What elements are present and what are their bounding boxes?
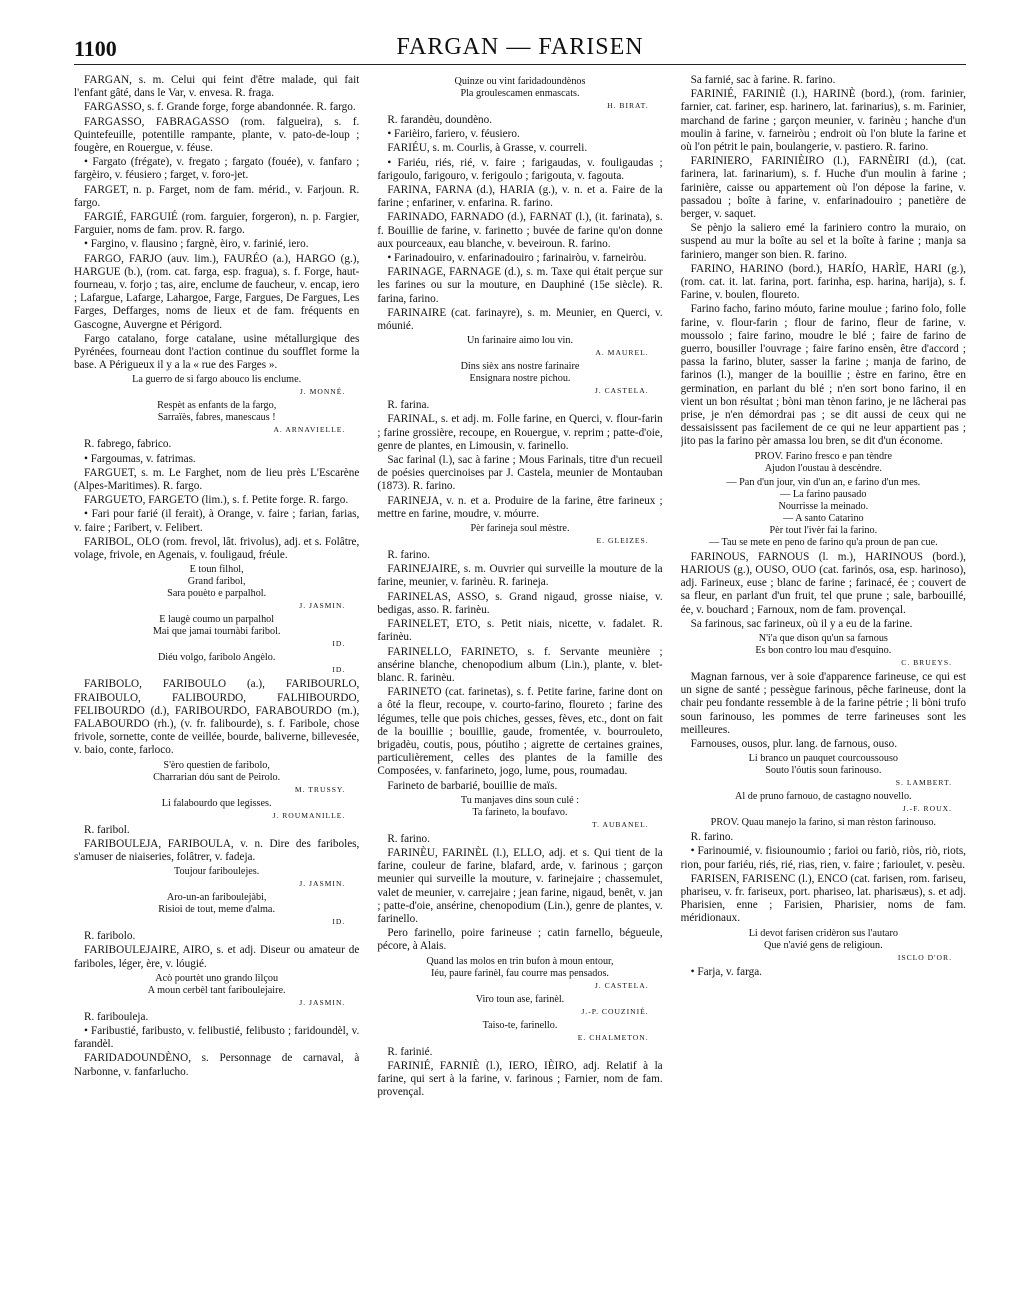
dictionary-entry: R. farinié. bbox=[387, 1045, 433, 1058]
quotation-author: S. LAMBERT. bbox=[895, 778, 952, 788]
dictionary-entry: Se pènjo la saliero emé la fariniero contro la muraio, on suspend au mur la boîte au sel et la boîte à farine ; manja sa fariniero, manger son bien. R. farino. bbox=[680, 222, 966, 261]
quotation-author: J. CASTELA. bbox=[594, 980, 649, 990]
quotation-line: Ensignara nostre pichou. bbox=[469, 373, 571, 385]
dictionary-entry: Sac farinal (l.), sac à farine ; Mous Farinals, titre d'un recueil de poésies quercinoises par J. Castela, meunier de Montauban (1873). R. farino. bbox=[377, 454, 663, 493]
dictionary-entry: Sa farinous, sac farineux, où il y a eu de la farine. bbox=[690, 617, 913, 630]
dictionary-entry: • Fariéu, riés, rié, v. faire ; farigaudas, v. fouligaudas ; farigoulo, farigouro, v. ferigoulo ; farigouta, v. fagouta. bbox=[377, 156, 663, 182]
dictionary-entry: R. farino. bbox=[387, 832, 430, 845]
dictionary-entry: FARINAL, s. et adj. m. Folle farine, en Querci, v. flour-farin ; farine grossière, recoupe, en Rouergue, v. reprim ; patte-d'oie, genre de plantes, en Limousin, v. farinello. bbox=[377, 413, 663, 452]
quotation-author: ID. bbox=[332, 665, 346, 675]
quotation-line: Viro toun ase, farinèl. bbox=[475, 993, 565, 1005]
quotation-line: Respèt as enfants de la fargo, bbox=[157, 400, 277, 412]
quotation-line: Ta farineto, la boufavo. bbox=[472, 806, 568, 818]
dictionary-entry: Farineto de barbarié, bouillie de maïs. bbox=[387, 779, 558, 792]
dictionary-entry: FARINELLO, FARINETO, s. f. Servante meunière ; ansérine blanche, chenopodium album (Lin.), plante, v. blet-blanc. R. farinèu. bbox=[377, 645, 663, 684]
quotation-line: PROV. Quau manejo la farino, si man rèston farinouso. bbox=[710, 817, 936, 829]
dictionary-entry: R. faribol. bbox=[84, 823, 130, 836]
quotation-line: N'i'a que dison qu'un sa farnous bbox=[758, 632, 888, 644]
quotation bbox=[681, 633, 966, 669]
quotation bbox=[74, 866, 359, 890]
quotation-line: Es bon contro lou mau d'esquino. bbox=[755, 644, 892, 656]
running-title: FARGAN — FARISEN bbox=[396, 34, 644, 60]
quotation bbox=[681, 928, 966, 964]
dictionary-entry: FARINIÉ, FARNIÈ (l.), IERO, IÈIRO, adj. Relatif à la farine, qui sert à la farine, v. farinous ; Farnier, nom de fam. provençal. bbox=[377, 1059, 663, 1099]
dictionary-entry: FARGASSO, s. f. Grande forge, forge abandonnée. R. fargo. bbox=[84, 101, 356, 114]
quotation-line: Sara pouèto e parpalhol. bbox=[167, 588, 267, 600]
quotation bbox=[681, 753, 966, 789]
quotation-line: Grand faribol, bbox=[187, 576, 246, 588]
quotation-author: M. TRUSSY. bbox=[294, 784, 346, 794]
column-right bbox=[681, 74, 966, 1290]
quotation-line: La guerro de si fargo abouco lis enclume. bbox=[132, 374, 302, 386]
dictionary-entry: FARINADO, FARNADO (d.), FARNAT (l.), (it. farinata), s. f. Bouillie de farine, v. farinetto ; buvée de farine qu'on donne aux pourceaux, eau blanche, v. beveiroun. R. farino. bbox=[377, 211, 663, 250]
dictionary-entry: FARIBOLO, FARIBOULO (a.), FARIBOURLO, FRAIBOULO, FALIBOURDO, FALHIBOURDO, FELIBOURDO (d.), FARIBOURDO, FARABOURDO (m.), FALABOURDO (rh.), (v. fr. falibourde), s. f. Faribole, chose frivole, sornette, conte de veillée, bourde, baliverne, billevesée, v. baio, conte, farloco. bbox=[74, 678, 360, 757]
quotation-author: E. GLEIZES. bbox=[596, 536, 649, 546]
quotation bbox=[74, 564, 359, 612]
quotation bbox=[377, 956, 662, 992]
quotation-line: Diéu volgo, faribolo Angèlo. bbox=[157, 652, 276, 664]
quotation bbox=[681, 791, 966, 815]
quotation bbox=[681, 451, 966, 475]
dictionary-entry: FARGO, FARJO (auv. lim.), FAURÉO (a.), HARGO (g.), HARGUE (b.), (rom. cat. farga, esp. fragua), s. f. Forge, haut-fourneau, v. forjo ; tas, aire, enclume de faucheur, v. encap, iero ; Lafargue, Lafarge, Lahargoe, Farge, Fargues, De Fargues, Les Farges, Deffarges, noms de lieux et de fam. fréquents en Gascogne, Auvergne et Périgord. bbox=[74, 252, 360, 331]
quotation-line: Al de pruno farnouo, de castagno nouvello. bbox=[735, 791, 912, 803]
quotation-author: C. BRUEYS. bbox=[901, 657, 952, 667]
dictionary-entry: • Fargino, v. flausino ; fargnè, èiro, v. farinié, iero. bbox=[84, 238, 309, 251]
dictionary-entry: R. farino. bbox=[387, 549, 430, 562]
quotation-line: Souto l'óutis soun farinouso. bbox=[765, 765, 882, 777]
quotation-author: J. MONNÉ. bbox=[299, 387, 346, 397]
quotation-line: Nourrisse la meinado. bbox=[778, 500, 869, 512]
column-left bbox=[74, 74, 359, 1290]
dictionary-entry: FARGAN, s. m. Celui qui feint d'être malade, qui fait l'enfant gâté, dans le Var, v. envesa. R. fraga. bbox=[74, 74, 360, 100]
dictionary-entry: R. fabrego, fabrico. bbox=[84, 438, 172, 451]
quotation-author: A. ARNAVIELLE. bbox=[273, 425, 346, 435]
quotation bbox=[74, 798, 359, 822]
quotation-line: Un farinaire aimo lou vin. bbox=[466, 335, 574, 347]
dictionary-entry: Magnan farnous, ver à soie d'apparence farineuse, ce qui est un signe de santé ; pessègue farinous, pêche farineuse, dont la chair peu fondante ressemble à de la farine pétrie ; li bòni trufo soun farinouso, les pommes de terre farineuses sont les meilleures. bbox=[680, 670, 966, 736]
dictionary-entry: FARINOUS, FARNOUS (l. m.), HARINOUS (bord.), HARIOUS (g.), OUSO, OUO (cat. farinós, osa, esp. harinoso), adj. Farineux, euse ; blanc de farine ; farinacé, ée ; couvert de sa fleur, en parlant d'un fruit, tel que prune ; sale, barbouillé, ée, v. bouchard ; Farnoux, nom de fam. provençal. bbox=[680, 550, 966, 616]
quotation-line: — Pan d'un jour, vin d'un an, e farino d'un mes. bbox=[726, 476, 921, 488]
dictionary-entry: R. faribolo. bbox=[84, 930, 136, 943]
column-middle bbox=[377, 74, 662, 1290]
dictionary-entry: FARINÈU, FARINÈL (l.), ELLO, adj. et s. Qui tient de la farine, couleur de farine, blafard, arde, v. farinous ; garçon meunier qui surveille la mouture, v. farinejaire ; chassemulet, valet de meunier, v. carrejaire ; jean farine, nigaud, benêt, v. jan ; patte-d'oie, ansérine, chenopodium (Lin.), genre de plantes, v. farinello. bbox=[377, 846, 663, 925]
dictionary-entry: • Fargato (frégate), v. fregato ; fargato (fouée), v. fanfaro ; fargèiro, v. féusiero ; farget, v. foro-jet. bbox=[74, 156, 360, 182]
quotation-author: H. BIRAT. bbox=[607, 101, 649, 110]
quotation-author: J. CASTELA. bbox=[594, 386, 649, 396]
dictionary-entry: FARINO, HARINO (bord.), HARÍO, HARÌE, HARI (g.), (rom. cat. it. lat. farina, port. farinha, esp. harina, harija), s. f. Farine, v. boulen, floureto. bbox=[680, 262, 966, 302]
dictionary-entry: FARIBOULEJA, FARIBOULA, v. n. Dire des fariboles, s'amuser de niaiseries, folâtrer, v. fadeja. bbox=[74, 837, 360, 863]
dictionary-entry: FARGIÉ, FARGUIÉ (rom. farguier, forgeron), n. p. Fargier, Farguier, noms de fam. prov. R. fargo. bbox=[74, 211, 360, 237]
quotation-line: Li branco un pauquet courcoussouso bbox=[748, 753, 899, 765]
dictionary-entry: • Farinadouiro, v. enfarinadouiro ; farinairòu, v. farneiròu. bbox=[387, 252, 647, 265]
quotation-line: Tu manjaves dins soun culé : bbox=[460, 794, 580, 806]
dictionary-entry: FARGET, n. p. Farget, nom de fam. mérid., v. Farjoun. R. fargo. bbox=[74, 183, 360, 209]
quotation-author: J. JASMIN. bbox=[299, 879, 346, 889]
dictionary-entry: • Faribustié, faribusto, v. felibustié, felibusto ; faridoundèl, v. farandèl. bbox=[74, 1024, 360, 1051]
dictionary-entry: R. farandèu, doundèno. bbox=[387, 114, 493, 126]
quotation bbox=[74, 400, 359, 436]
quotation-line: Li falabourdo que legisses. bbox=[161, 797, 272, 809]
quotation-author: J.-F. ROUX. bbox=[902, 804, 952, 814]
quotation bbox=[377, 523, 662, 547]
dictionary-entry: R. farina. bbox=[387, 399, 430, 412]
quotation-author: J. ROUMANILLE. bbox=[272, 810, 346, 820]
quotation-line: — A santo Catarino bbox=[782, 512, 864, 524]
quotation-line: Iéu, paure farinèl, fau courre mas pensados. bbox=[431, 967, 609, 979]
dictionary-entry: FARIDADOUNDÈNO, s. Personnage de carnaval, à Narbonne, v. fanfarlucho. bbox=[74, 1052, 360, 1078]
quotation bbox=[681, 477, 966, 549]
dictionary-entry: Pero farinello, poire farineuse ; catin farnello, béguеule, pécore, à Alais. bbox=[377, 927, 663, 953]
quotation-line: Pla groulescamen enmascats. bbox=[460, 88, 580, 99]
quotation-line: Aro-un-an fariboulejàbi, bbox=[166, 892, 267, 904]
quotation-line: E toun filhol, bbox=[189, 564, 244, 576]
dictionary-entry: • Farièiro, fariero, v. féusiero. bbox=[387, 128, 520, 141]
dictionary-entry: FARINIÉ, FARINIÈ (l.), HARINÈ (bord.), (rom. farinier, farnier, cat. fariner, esp. harinero, lat. farinarius), s. m. Farinier, marchand de farine ; garçon meunier, v. farinèu ; hanche d'un moulin à farine, v. farneiròu ; endroit où l'on blute la farine et où l'on pétrit le pain, boulangerie, v. pastiero. R. farino. bbox=[680, 88, 966, 154]
quotation bbox=[377, 335, 662, 359]
dictionary-entry: FARGASSO, FABRAGASSO (rom. falgueira), s. f. Quintefeuille, potentille rampante, plante, v. pato-de-loup ; fougère, en Rouergue, v. féuse. bbox=[74, 115, 360, 155]
quotation-line: Risioi de tout, meme d'alma. bbox=[158, 904, 276, 916]
quotation-line: Sarraïès, fabres, manescaus ! bbox=[157, 412, 276, 424]
quotation-author: E. CHALMETON. bbox=[577, 1032, 649, 1042]
dictionary-entry: FARINELAS, ASSO, s. Grand nigaud, grosse niaise, v. bedigas, asso. R. farinèu. bbox=[377, 590, 663, 616]
dictionary-entry: Fargo catalano, forge catalane, usine métallurgique des Pyrénées, fourneau dont l'action continue du soufflet forme la base. A Périgueux il y a la « rue des Farges ». bbox=[74, 332, 360, 372]
quotation-author: ID. bbox=[332, 639, 346, 649]
quotation-line: Pèr farineja soul mèstre. bbox=[470, 523, 570, 535]
page-header bbox=[74, 30, 966, 65]
dictionary-entry: Farino facho, farino móuto, farine moulue ; farino folo, folle farine, v. flour-farin ; flour de farino, fleur de farine, v. moussolo ; faire farino, moudre le blé ; faire de farino de guerro, bousiller l'ouvrage ; faire farino ensèn, être d'accord ; passa la farino, bluter, sasser la farine ; manja de farino, de farinos (l.), manger de la bouillie ; èstre en farino, être en germination, en parlant du blé ; n'en sort bono farino, il en vient un bon résultat ; bòni man tènon farino, je ne lâcherai pas prise, je n'en démordrai pas ; se dit aussi de ceux qui ne dessaisissent pas facilement de ce qui ne leur appartient pas ; jito pas la farino pèr amassa lou bren, se dit d'un économe. bbox=[680, 303, 966, 448]
quotation bbox=[74, 973, 359, 1009]
dictionary-entry: FARINEJAIRE, s. m. Ouvrier qui surveille la mouture de la farine, meunier, v. farinèu. R. farineja. bbox=[377, 563, 663, 589]
dictionary-entry: FARINETO (cat. farinetas), s. f. Petite farine, farine dont on a ôté la fleur, recoupe, v. courto-farino, floureto ; farine des légumes, telle que pois chiches, gesses, fèves, etc., dont on fait de la bouillie ; bouillie, gaude, fromentée, v. bourrouleto, brigadèu, coutis, pous, póutiho ; aigrette de certaines graines, particulièrement, celles des plantes de la famille des Composées, v. fanfarineto, jogo, lume, pous, roumadau. bbox=[377, 686, 663, 778]
quotation bbox=[74, 652, 359, 676]
quotation-author: T. AUBANEL. bbox=[592, 819, 649, 829]
quotation-line: PROV. Farino fresco e pan tèndre bbox=[754, 450, 892, 462]
dictionary-entry: FARISEN, FARISENC (l.), ENCO (cat. farisen, rom. fariseu, phariseu, v. fr. fariseux, port. phariseo, lat. pharisæus), s. et adj. Pharisien, enne ; Farisien, Pharisier, noms de fam. méridionaux. bbox=[680, 872, 966, 925]
quotation bbox=[377, 1020, 662, 1044]
quotation bbox=[377, 795, 662, 831]
page-number: 1100 bbox=[74, 36, 117, 61]
dictionary-entry: FARIÉU, s. m. Courlis, à Grasse, v. courreli. bbox=[387, 142, 588, 155]
quotation bbox=[377, 994, 662, 1018]
dictionary-entry: FARINA, FARNA (d.), HARIA (g.), v. n. et a. Faire de la farine ; enfariner, v. enfarina. R. farino. bbox=[377, 184, 663, 210]
quotation-line: S'èro questien de faribolo, bbox=[163, 759, 270, 771]
quotation-line: Acò pourtèt uno grando lilçou bbox=[155, 972, 279, 984]
dictionary-entry: FARIBOL, OLO (rom. frevol, lât. frivolus), adj. et s. Folâtre, volage, frivole, en Agenais, v. fouligaud, fréule. bbox=[74, 535, 360, 562]
dictionary-entry: Sa farnié, sac à farine. R. farino. bbox=[690, 74, 836, 86]
dictionary-entry: FARIBOULEJAIRE, AIRO, s. et adj. Diseur ou amateur de fariboles, léger, ère, v. lóugié. bbox=[74, 944, 360, 970]
quotation-author: ISCLO D'OR. bbox=[897, 952, 952, 962]
quotation bbox=[377, 361, 662, 397]
quotation-author: ID. bbox=[332, 917, 346, 927]
quotation bbox=[681, 817, 966, 829]
quotation-line: — Tau se mete en peno de farino qu'a proun de pan cue. bbox=[708, 536, 938, 548]
dictionary-entry: FARINIERO, FARINIÈIRO (l.), FARNÈIRI (d.), (cat. farinera, lat. farinarium), s. f. Huche d'un moulin à farine ; farinière, caisse ou appartement où l'on dépose la farine, v. passadou ; boîte à farine, v. enfarinadouiro ; panetière de berger, v. saquet. bbox=[680, 155, 966, 221]
dictionary-entry: FARINAIRE (cat. farinayre), s. m. Meunier, en Querci, v. móunié. bbox=[377, 306, 663, 333]
quotation-author: J.-P. COUZINIÉ. bbox=[581, 1006, 649, 1016]
dictionary-entry: FARGUET, s. m. Le Farghet, nom de lieu près L'Escarène (Alpes-Maritimes). R. fargo. bbox=[74, 466, 360, 493]
dictionary-entry: Farnouses, ousos, plur. lang. de farnous, ouso. bbox=[690, 737, 897, 750]
quotation-line: Charrarian dóu sant de Peirolo. bbox=[153, 771, 281, 783]
quotation-line: Ajudon l'oustau à descèndre. bbox=[764, 462, 882, 474]
quotation-line: Toujour fariboulejes. bbox=[174, 866, 260, 878]
quotation-line: Mai que jamai tournàbi faribol. bbox=[152, 626, 281, 638]
quotation bbox=[377, 76, 662, 112]
dictionary-entry: R. faribouleja. bbox=[84, 1010, 149, 1023]
quotation-line: A moun cerbèl tant fariboulejaire. bbox=[147, 984, 286, 996]
dictionary-entry: FARGUETO, FARGETO (lim.), s. f. Petite forge. R. fargo. bbox=[84, 494, 349, 507]
dictionary-entry: R. farino. bbox=[690, 831, 734, 844]
text-columns bbox=[74, 74, 966, 1290]
quotation-line: Pèr tout l'ivèr fai la farino. bbox=[769, 524, 878, 536]
dictionary-entry: • Farja, v. farga. bbox=[690, 965, 762, 978]
quotation-line: Li devot farisen cridèron sus l'autaro bbox=[748, 927, 898, 939]
dictionary-entry: • Farinoumié, v. fisiounoumio ; farioi ou fariò, riòs, riò, riots, rion, pour fariéu, riés, rié, rias, rien, v. faire ; farioulet, v. pesèu. bbox=[680, 845, 966, 871]
quotation-author: J. JASMIN. bbox=[299, 601, 346, 611]
quotation bbox=[74, 892, 359, 928]
dictionary-entry: FARINELET, ETO, s. Petit niais, nicette, v. fadalet. R. farinèu. bbox=[377, 618, 663, 644]
quotation-line: Quinze ou vint faridadoundènos bbox=[454, 76, 586, 87]
quotation bbox=[74, 760, 359, 796]
dictionary-entry: FARINEJA, v. n. et a. Produire de la farine, être farineux ; mettre en farine, moudre, v. móurre. bbox=[377, 494, 663, 520]
quotation bbox=[74, 614, 359, 650]
quotation-line: Dins sièx ans nostre farinaire bbox=[460, 361, 580, 373]
dictionary-entry: • Fari pour farié (il ferait), à Orange, v. faire ; farian, farias, v. faire ; Faribert, v. Felibert. bbox=[74, 508, 360, 534]
quotation-line: Que n'avié gens de religioun. bbox=[763, 939, 883, 951]
dictionary-entry: • Fargoumas, v. fatrimas. bbox=[84, 452, 196, 465]
dictionary-page bbox=[74, 30, 966, 1290]
quotation bbox=[74, 374, 359, 398]
quotation-author: J. JASMIN. bbox=[299, 997, 346, 1007]
quotation-author: A. MAUREL. bbox=[595, 348, 649, 358]
dictionary-entry: FARINAGE, FARNAGE (d.), s. m. Taxe qui était perçue sur les farines ou sur la mouture, en Dauphiné (15e siècle). R. farina, farino. bbox=[377, 266, 663, 305]
quotation-line: Taiso-te, farinello. bbox=[482, 1019, 558, 1031]
quotation-line: E laugè coumo un parpalhol bbox=[159, 614, 275, 626]
quotation-line: — La farino pausado bbox=[780, 488, 867, 500]
quotation-line: Quand las molos en trin bufon à moun entour, bbox=[426, 955, 614, 967]
